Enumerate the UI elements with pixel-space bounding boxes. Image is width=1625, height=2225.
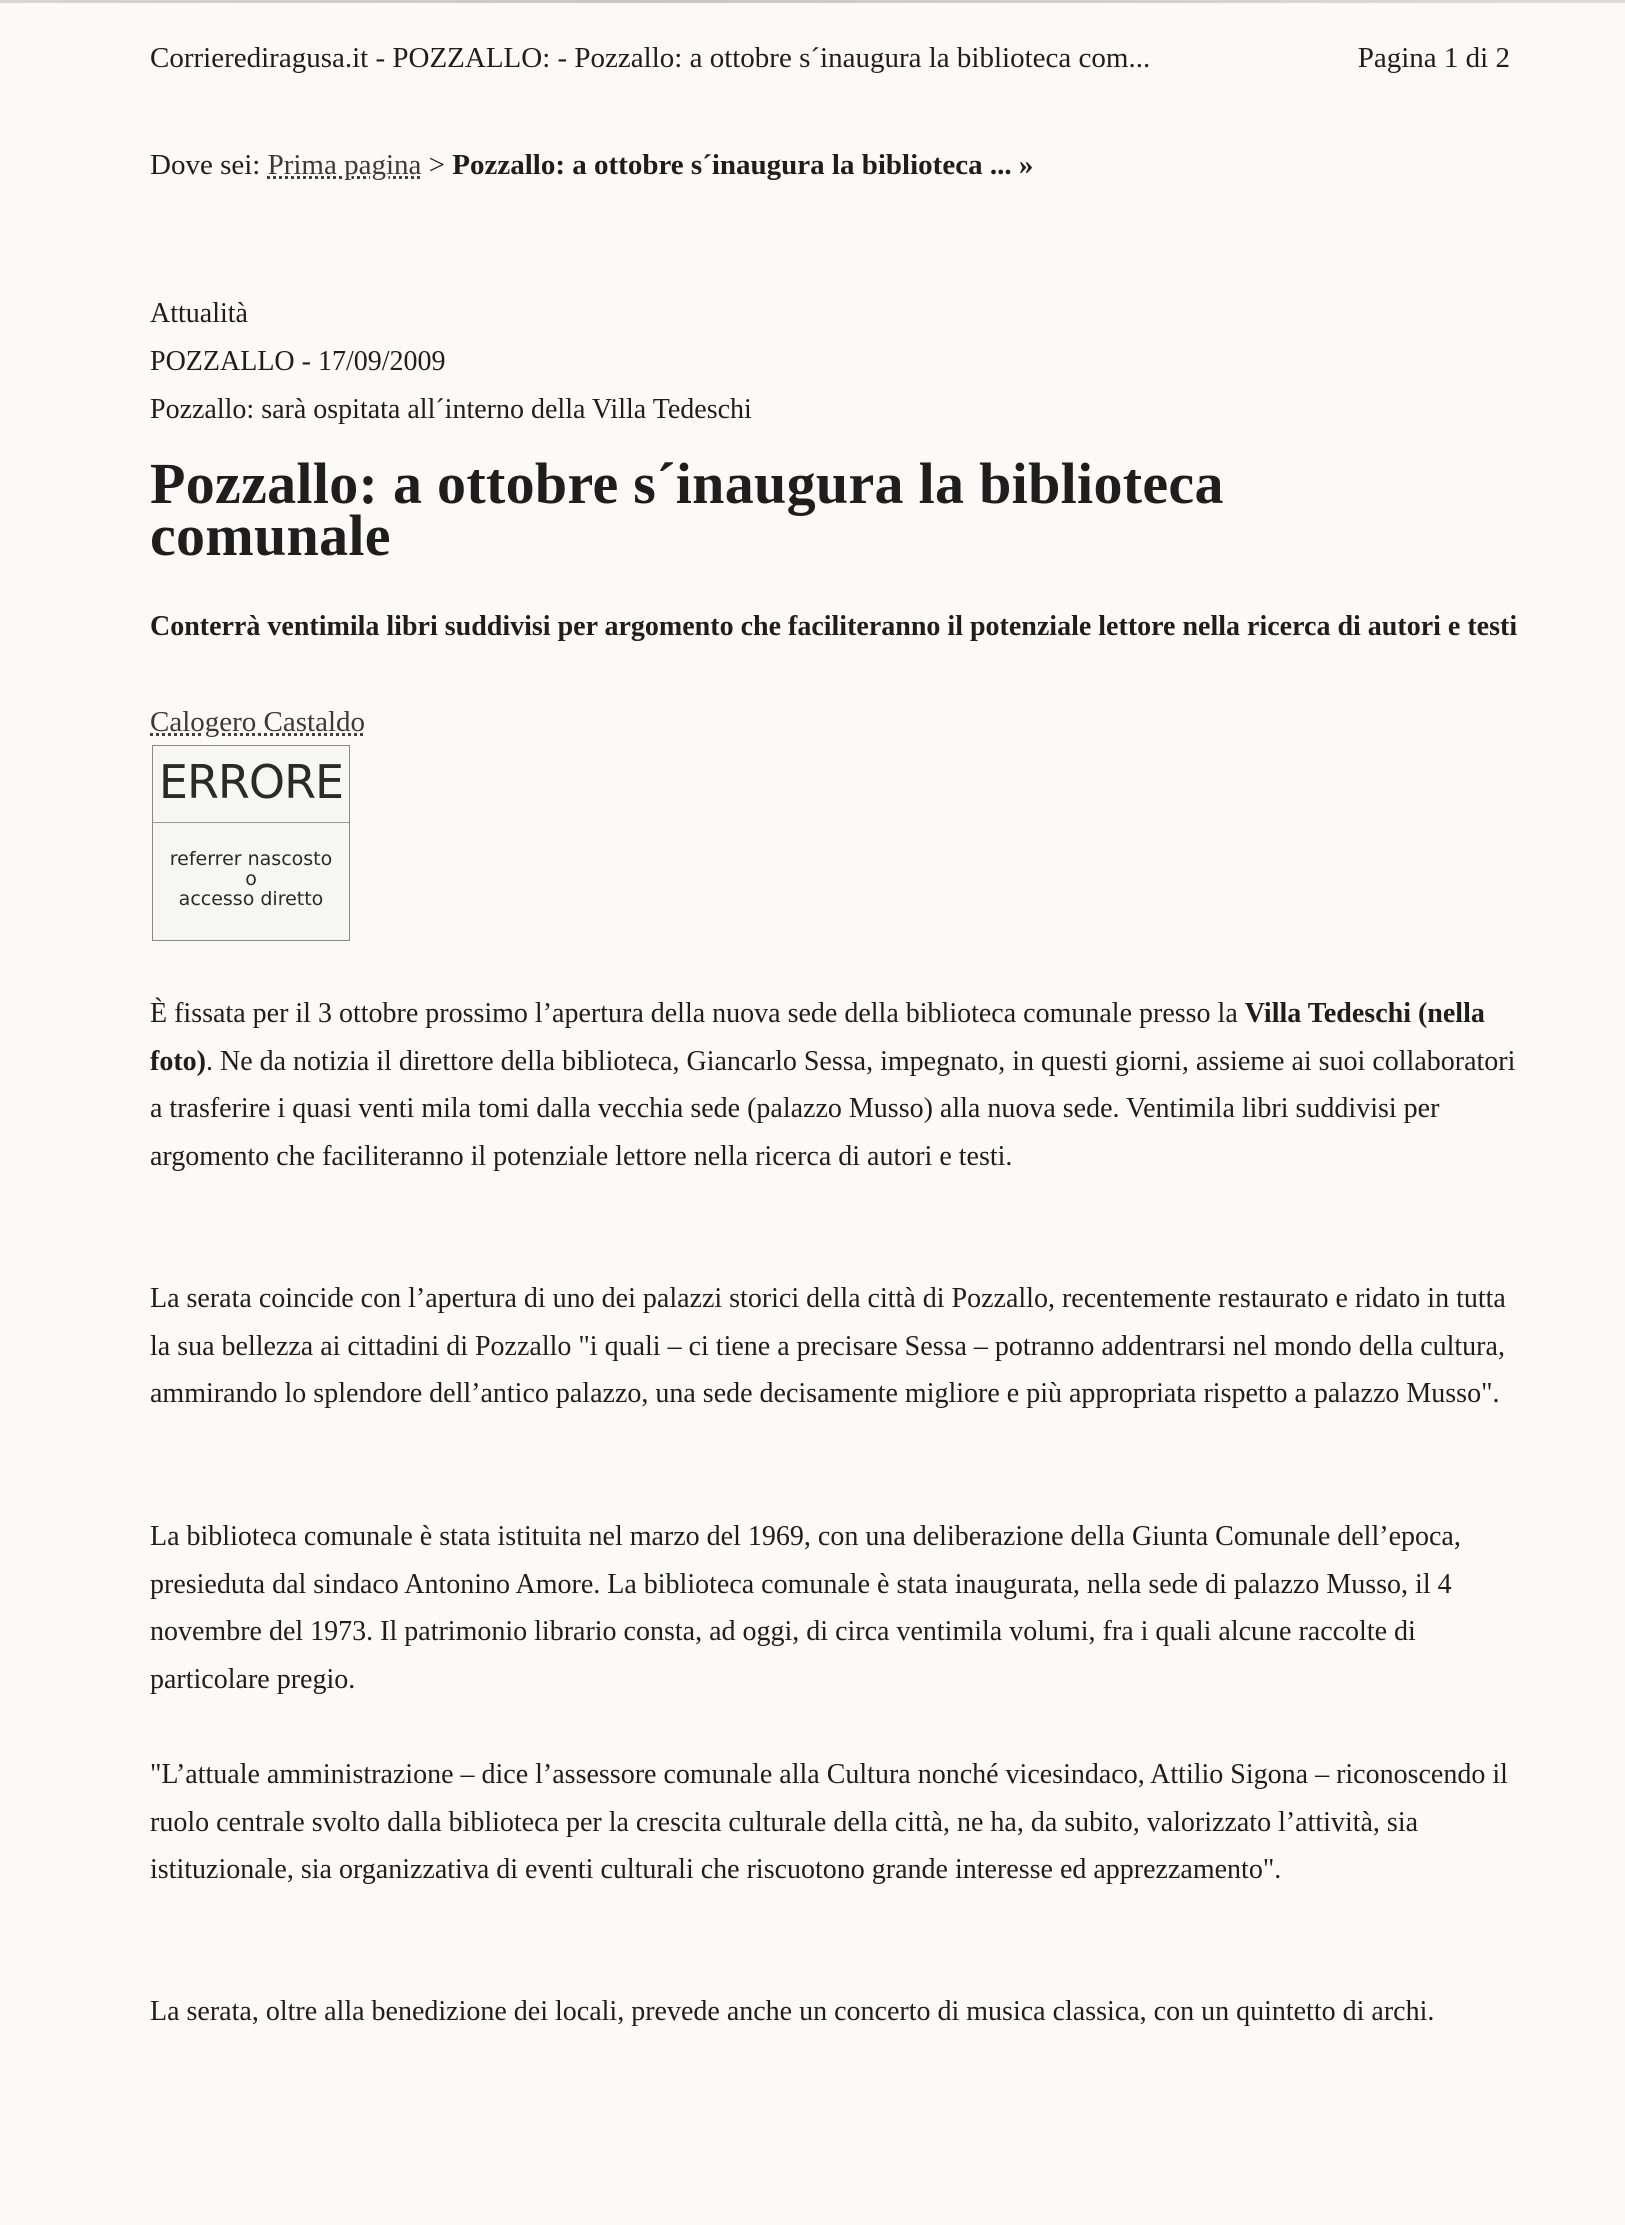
- error-image-divider: [153, 822, 349, 823]
- headline-line-1: Pozzallo: a ottobre s´inaugura la biblioteca: [150, 451, 1224, 516]
- article-kicker: Pozzallo: sarà ospitata all´interno della Villa Tedeschi: [150, 394, 752, 425]
- breadcrumb-prefix: Dove sei:: [150, 149, 268, 181]
- error-image-placeholder: [152, 745, 350, 941]
- article-location-date: POZZALLO - 17/09/2009: [150, 346, 446, 377]
- error-image-line-3: accesso diretto: [178, 888, 324, 910]
- article-section: Attualità: [150, 298, 248, 329]
- error-image-line-2: o: [245, 868, 257, 890]
- article-paragraph-3: La biblioteca comunale è stata istituita nel marzo del 1969, con una deliberazione della Giunta Comunale dell’epoca, presieduta dal sindaco Antonino Amore. La biblioteca comunale è stata inaugurata, nella sede di palazzo Musso, il 4 novembre del 1973. Il patrimonio librario consta, ad oggi, di circa ventimila volumi, fra i quali alcune raccolte di particolare pregio.: [150, 1521, 1461, 1695]
- print-header-title: Corrierediragusa.it - POZZALLO: - Pozzallo: a ottobre s´inaugura la biblioteca com...: [150, 42, 1151, 74]
- print-header: [150, 38, 1510, 78]
- breadcrumb: [150, 145, 1033, 185]
- headline-line-2: comunale: [150, 503, 391, 568]
- article-paragraph-2: La serata coincide con l’apertura di uno dei palazzi storici della città di Pozzallo, recentemente restaurato e ridato in tutta la sua bellezza ai cittadini di Pozzallo "i quali – ci tiene a precisare Sessa – potranno addentrarsi nel mondo della cultura, ammirando lo splendore dell’antico palazzo, una sede decisamente migliore e più appropriata rispetto a palazzo Musso".: [150, 1283, 1506, 1409]
- article-subheadline: Conterrà ventimila libri suddivisi per argomento che faciliteranno il potenziale lettore nella ricerca di autori e testi: [150, 611, 1518, 642]
- article-headline: [150, 451, 1530, 568]
- error-image-title: ERRORE: [158, 755, 344, 809]
- print-header-page-number: Pagina 1 di 2: [1357, 42, 1510, 74]
- page-top-edge: [0, 0, 1625, 3]
- article-author-link[interactable]: Calogero Castaldo: [150, 706, 366, 738]
- article-paragraph-1: [150, 990, 1520, 1180]
- paragraph-1-start: È fissata per il 3 ottobre prossimo l’apertura della nuova sede della biblioteca comunale presso la: [150, 998, 1245, 1029]
- paragraph-1-end: . Ne da notizia il direttore della biblioteca, Giancarlo Sessa, impegnato, in questi giorni, assieme ai suoi collaboratori a trasferire i quasi venti mila tomi dalla vecchia sede (palazzo Musso) alla nuova sede. Ventimila libri suddivisi per argomento che faciliteranno il potenziale lettore nella ricerca di autori e testi.: [150, 1045, 1516, 1172]
- error-image-line-1: referrer nascosto: [169, 848, 333, 870]
- article-paragraph-5: La serata, oltre alla benedizione dei locali, prevede anche un concerto di musica classica, con un quintetto di archi.: [150, 1996, 1435, 2027]
- paragraph-1-bold: Villa Tedeschi (nella foto): [150, 998, 1485, 1077]
- article-meta: [150, 290, 752, 434]
- breadcrumb-separator: >: [421, 149, 453, 181]
- article-paragraph-4: "L’attuale amministrazione – dice l’assessore comunale alla Cultura nonché vicesindaco, Attilio Sigona – riconoscendo il ruolo centrale svolto dalla biblioteca per la crescita culturale della città, ne ha, da subito, valorizzato l’attività, sia istituzionale, sia organizzativa di eventi culturali che riscuotono grande interesse ed apprezzamento".: [150, 1759, 1508, 1885]
- breadcrumb-current: Pozzallo: a ottobre s´inaugura la biblioteca ... »: [452, 149, 1034, 181]
- breadcrumb-home-link[interactable]: Prima pagina: [267, 149, 422, 181]
